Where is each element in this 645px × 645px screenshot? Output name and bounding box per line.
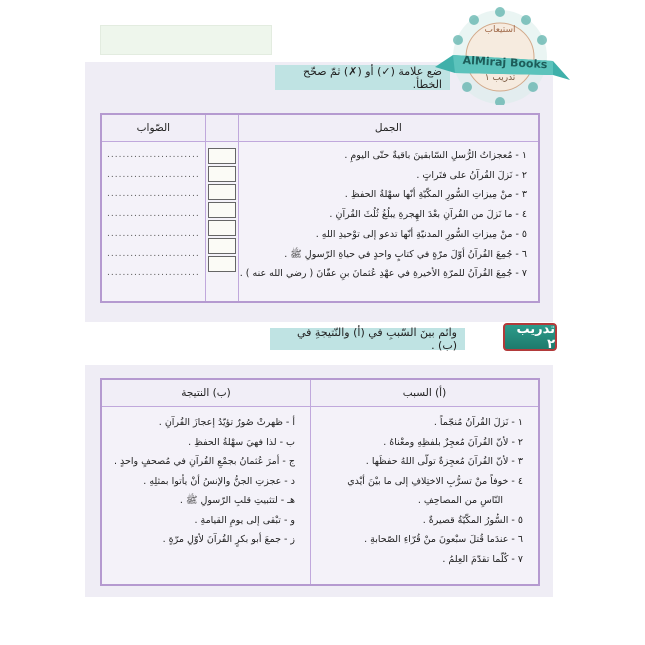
result-e: هـ - لتثبيتِ قلبِ الرّسولِ ﷺ . [179, 495, 295, 506]
sentence-1: ١ - مُعجزاتُ الرُّسلِ السّابقينَ باقيةٌ حتّى اليومِ . [344, 150, 527, 161]
result-f: و - تبْقى إلى يومِ القيامةِ . [194, 514, 295, 526]
cause-2: ٢ - لأنّ القُرآنَ مُعجِزٌ بلفظِهِ ومعْناهُ . [383, 436, 523, 448]
result-c: ج - أمرَ عُثمانُ بجمْعِ القُرآنِ في مُصحفٍ واحدٍ . [114, 456, 295, 467]
result-d: د - عجزتِ الجنُّ والإنسُ أنْ يأتوا بمثلِهِ . [143, 475, 295, 487]
almiraj-watermark [425, 5, 575, 105]
sentence-2: ٢ - نَزلَ القُرآنُ على فتَراتٍ . [416, 169, 527, 181]
sentence-7: ٧ - جُمِعَ القُرآنُ للمرّةِ الأخيرةِ في عهْدِ عُثمانَ بنِ عفّانَ ( رضي الله عنه ) . [239, 268, 527, 280]
cause-5: ٥ - السُّورُ المكّيّةُ قصيرةٌ . [422, 514, 523, 526]
cause-7: ٧ - كُلّما تقدّمَ العِلمُ . [442, 553, 523, 565]
sentence-4: ٤ - ما نَزلَ من القُرآنِ بعْدَ الهِجرةِ يبلُغُ ثُلُثَ القُرآنِ . [329, 209, 527, 221]
sentence-5: ٥ - منْ مِيزاتِ السُّورِ المدنيّةِ أنّها تدعو إلى توْحيدِ اللهِ . [315, 228, 527, 240]
result-a: أ - ظهرتْ صُورٌ تؤيّدُ إعجازَ القُرآنِ . [158, 417, 295, 428]
watermark-top-text: استيعاب [484, 25, 516, 35]
cause-6: ٦ - عندَما قُتلَ سبْعونَ منْ قُرّاءِ الصّحابةِ . [364, 534, 523, 545]
mark-box-7[interactable] [208, 256, 236, 272]
exercise2-badge-text: تدريب ٢ [516, 322, 555, 352]
correction-line-7[interactable]: ........................ [107, 268, 200, 279]
correction-line-6[interactable]: ........................ [107, 248, 200, 259]
exercise1-table [100, 113, 540, 303]
mark-box-1[interactable] [208, 148, 236, 164]
exercise2-badge [503, 323, 557, 351]
cause-4: ٤ - خوفاً منْ تسرُّبِ الاختِلافِ إلى ما بيْنَ أيْدي [347, 475, 523, 487]
header-cause: (أ) السبب [311, 379, 540, 407]
cause-3: ٣ - لأنّ القُرآنَ مُعجِزةٌ تولّى اللهُ حفظَها . [365, 456, 523, 467]
mark-box-4[interactable] [208, 202, 236, 218]
cause-4-continued: النّاسِ من المصاحِفِ . [417, 495, 503, 506]
mark-box-3[interactable] [208, 184, 236, 200]
header-correction: الصّواب [101, 114, 205, 142]
correction-line-2[interactable]: ........................ [107, 169, 200, 180]
header-result: (ب) النتيجة [101, 379, 311, 407]
exercise1-instruction [275, 65, 450, 90]
mark-box-5[interactable] [208, 220, 236, 236]
result-g: ز - جمعَ أبو بكرٍ القُرآنَ لأوّلِ مرّةٍ . [162, 534, 295, 545]
header-mark [205, 114, 238, 142]
correction-line-3[interactable]: ........................ [107, 189, 200, 200]
exercise2-table [100, 378, 540, 586]
mark-box-2[interactable] [208, 166, 236, 182]
header-sentences: الجمل [238, 114, 539, 142]
cause-1: ١ - نَزلَ القُرآنُ مُنجّماً . [433, 417, 523, 428]
correction-line-4[interactable]: ........................ [107, 209, 200, 220]
causes-cell [311, 407, 540, 586]
result-b: ب - لذا فهيَ سهْلةُ الحفظِ . [188, 436, 295, 448]
corrections-cell [101, 142, 205, 303]
results-cell [101, 407, 311, 586]
exercise2-instruction-text: وائم بينَ السّببِ في (أ) والنّتيجةِ في (ب) . [297, 326, 457, 352]
exercise2-instruction [270, 328, 465, 350]
sentence-3: ٣ - منْ مِيزاتِ السُّورِ المكّيّةِ أنّها سهْلةُ الحفظِ . [344, 189, 527, 201]
faded-header-box [100, 25, 272, 55]
exercise1-instruction-text: ضع علامة (✓) أو (✗) ثمّ صحّح الخطأ. [303, 64, 442, 91]
watermark-ribbon-text: تدريب ١ [484, 73, 516, 83]
marks-cell [205, 142, 238, 303]
watermark-brand: AlMiraj Books [462, 53, 548, 72]
correction-line-1[interactable]: ........................ [107, 150, 200, 160]
correction-line-5[interactable]: ........................ [107, 228, 200, 239]
mark-box-6[interactable] [208, 238, 236, 254]
sentence-6: ٦ - جُمِعَ القُرآنُ أوّلَ مرّةٍ في كتابٍ واحدٍ في حياةِ الرّسولِ ﷺ . [284, 248, 527, 260]
sentences-cell [238, 142, 539, 303]
